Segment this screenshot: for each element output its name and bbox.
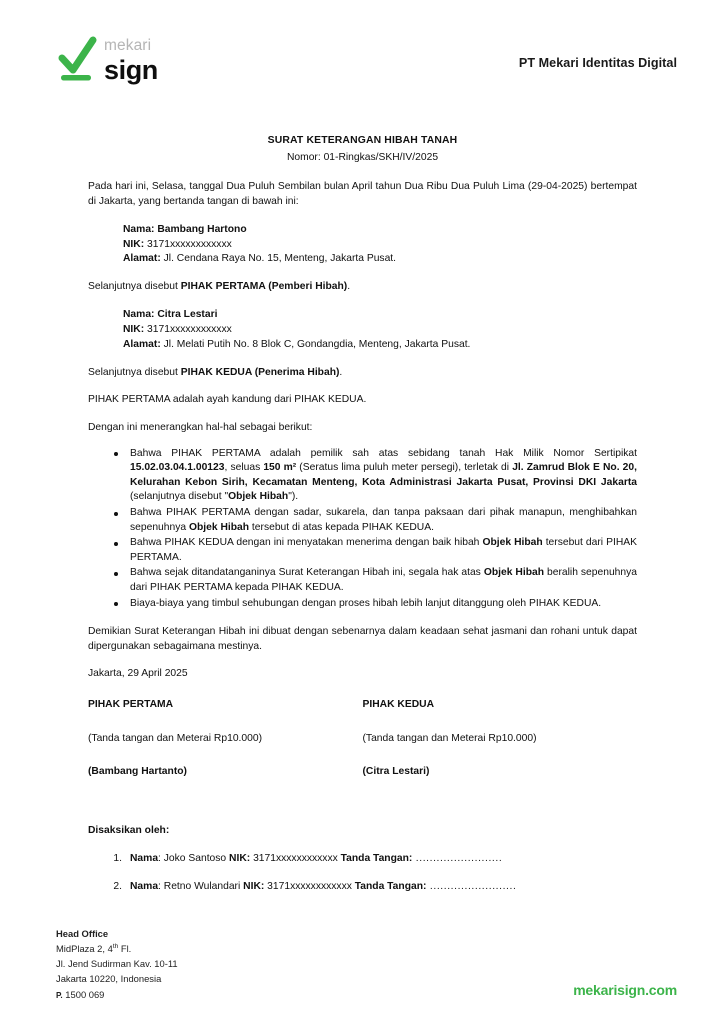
witness-2-nik-value: 3171xxxxxxxxxxxx (264, 881, 355, 893)
footer-phone-value: 1500 069 (65, 988, 105, 1000)
witness-list (88, 852, 637, 895)
party-first-name-row (123, 223, 637, 238)
party-second-nik-value: 3171xxxxxxxxxxxx (147, 323, 232, 335)
term-2-p2: tersebut di atas kepada PIHAK KEDUA. (249, 521, 434, 533)
document-number: Nomor: 01-Ringkas/SKH/IV/2025 (286, 151, 439, 163)
signature-note-first: (Tanda tangan dan Meterai Rp10.000) (88, 732, 263, 744)
closing-paragraph: Demikian Surat Keterangan Hibah ini dibuat dengan sebenarnya dalam keadaan sehat jasmani dan rohani untuk dapat dipergunakan sebagaimana mestinya. (88, 626, 637, 652)
document-title: SURAT KETERANGAN HIBAH TANAH (267, 135, 458, 146)
signature-block-second-party (363, 698, 638, 780)
witness-1-signature-dots: ......................... (412, 852, 503, 864)
term-1-p3: (Seratus lima puluh meter persegi), terletak di (296, 462, 513, 474)
term-2-p1: Bahwa PIHAK PERTAMA dengan sadar, sukarela, dan tanpa paksaan dari pihak manapun, menghibahkan sepenuhnya (130, 507, 637, 533)
party-first-details (88, 223, 637, 268)
term-item (108, 597, 637, 612)
party-second-address-row (123, 338, 637, 353)
term-1-certificate-number: 15.02.03.04.1.00123 (130, 462, 225, 474)
witness-section-title: Disaksikan oleh: (88, 824, 170, 836)
party-first-address-row (123, 252, 637, 267)
signature-name-first: (Bambang Hartanto) (88, 766, 187, 778)
term-2-objek-hibah: Objek Hibah (188, 521, 250, 533)
party-second-address-label: Alamat: (123, 338, 161, 350)
terms-list (88, 447, 637, 612)
witness-1-signature-label: Tanda Tangan: (340, 852, 413, 864)
signature-name-second: (Citra Lestari) (362, 766, 430, 778)
footer-website-link[interactable]: mekarisign.com (573, 982, 677, 998)
witness-1-name-value: : Joko Santoso (158, 852, 230, 864)
party-first-name-label: Nama: (123, 223, 155, 235)
witness-2-signature-label: Tanda Tangan: (354, 881, 427, 893)
witness-1-nik-label: NIK: (229, 852, 251, 864)
mekari-sign-logo (58, 36, 158, 84)
logo-wordmark (104, 36, 158, 84)
logo-text-mekari: mekari (104, 37, 152, 54)
witness-2-name-value: : Retno Wulandari (158, 881, 244, 893)
party-second-nik-row (123, 323, 637, 338)
party-first-address-label: Alamat: (123, 253, 161, 265)
term-1-area: 150 m² (263, 462, 297, 474)
term-4-p2: beralih sepenuhnya dari PIHAK PERTAMA kepada PIHAK KEDUA. (130, 567, 638, 594)
witness-1-name-label: Nama (130, 852, 159, 864)
signature-heading-first: PIHAK PERTAMA (88, 699, 174, 711)
document-body (88, 134, 637, 909)
witness-2-nik-label: NIK: (243, 881, 265, 893)
term-4-objek-hibah: Objek Hibah (483, 567, 545, 579)
designation-suffix-1: . (347, 281, 351, 293)
signature-block-first-party (88, 698, 363, 780)
term-item (108, 447, 637, 505)
party-first-address-value: Jl. Cendana Raya No. 15, Menteng, Jakarta Pusat. (163, 253, 397, 265)
footer-phone-label: P. (56, 990, 63, 1000)
party-first-nik-row (123, 238, 637, 253)
footer-address-line-3: Jakarta 10220, Indonesia (56, 973, 162, 985)
term-1-p2: , seluas (224, 462, 264, 474)
term-1-p4: (selanjutnya disebut " (130, 491, 229, 503)
footer-address-building: MidPlaza 2, 4 (56, 943, 113, 955)
relationship-statement: PIHAK PERTAMA adalah ayah kandung dari PIHAK KEDUA. (88, 394, 367, 406)
signature-heading-second: PIHAK KEDUA (362, 699, 435, 711)
signature-row (88, 698, 637, 780)
witness-2-name-label: Nama (130, 881, 159, 893)
party-second-nik-label: NIK: (123, 323, 145, 335)
footer-head-office-label: Head Office (56, 927, 109, 939)
party-second-address-value: Jl. Melati Putih No. 8 Blok C, Gondangdia, Menteng, Jakarta Pusat. (163, 338, 471, 350)
term-3-p1: Bahwa PIHAK KEDUA dengan ini menyatakan menerima dengan baik hibah (130, 537, 483, 549)
designation-suffix-2: . (339, 366, 343, 378)
terms-lead-in: Dengan ini menerangkan hal-hal sebagai berikut: (88, 421, 313, 433)
party-second-details (88, 308, 637, 353)
term-5-p1: Biaya-biaya yang timbul sehubungan dengan proses hibah lebih lanjut ditanggung oleh PIHAK KEDUA. (130, 597, 602, 609)
designation-bold-2: PIHAK KEDUA (Penerima Hibah) (180, 366, 340, 378)
term-1-location: Jl. Zamrud Blok E No. 20, Kelurahan Kebon Sirih, Kecamatan Menteng, Kota Administrasi Jakarta Pusat, Provinsi DKI Jakarta (130, 462, 637, 488)
witness-1-nik-value: 3171xxxxxxxxxxxx (250, 852, 341, 864)
page-header (58, 36, 677, 98)
header-company-name: PT Mekari Identitas Digital (518, 56, 677, 70)
footer-address-line-1 (56, 941, 178, 956)
witness-list-item (130, 852, 637, 867)
witness-2-signature-dots: ......................... (426, 881, 517, 893)
party-second-name-row (123, 308, 637, 323)
term-item (108, 506, 637, 535)
witness-list-item (130, 880, 637, 895)
term-3-objek-hibah: Objek Hibah (482, 537, 543, 549)
place-and-date: Jakarta, 29 April 2025 (88, 668, 188, 680)
term-3-p2: tersebut dari PIHAK PERTAMA. (130, 537, 637, 563)
designation-prefix-2: Selanjutnya disebut (88, 366, 181, 378)
designation-prefix-1: Selanjutnya disebut (88, 281, 181, 293)
term-item (108, 566, 637, 595)
intro-paragraph: Pada hari ini, Selasa, tanggal Dua Puluh Sembilan bulan April tahun Dua Ribu Dua Puluh Lima (29-04-2025) bertempat di Jakarta, yang bertanda tangan di bawah ini: (88, 181, 637, 207)
party-first-designation (88, 280, 637, 295)
title-block (88, 134, 637, 165)
term-4-p1: Bahwa sejak ditandatanganinya Surat Keterangan Hibah ini, segala hak atas (130, 567, 484, 579)
signature-note-second: (Tanda tangan dan Meterai Rp10.000) (362, 732, 537, 744)
party-second-name-value: Citra Lestari (157, 308, 218, 320)
designation-bold-1: PIHAK PERTAMA (Pemberi Hibah) (180, 281, 348, 293)
green-checkmark-icon (58, 36, 98, 82)
term-1-p5: "). (288, 491, 299, 503)
party-first-nik-label: NIK: (123, 238, 145, 250)
footer-floor-suffix: Fl. (118, 943, 132, 955)
party-second-designation (88, 366, 637, 381)
footer-floor-ordinal: th (112, 942, 119, 950)
page-footer (56, 926, 178, 1002)
party-first-name-value: Bambang Hartono (157, 223, 247, 235)
term-1-objek-hibah: Objek Hibah (228, 491, 289, 503)
party-second-name-label: Nama: (123, 308, 155, 320)
term-1-p1: Bahwa PIHAK PERTAMA adalah pemilik sah atas sebidang tanah Hak Milik Nomor Sertipikat (130, 447, 637, 459)
footer-address-line-2: Jl. Jend Sudirman Kav. 10-11 (56, 958, 178, 970)
term-item (108, 536, 637, 565)
party-first-nik-value: 3171xxxxxxxxxxxx (147, 238, 232, 250)
logo-text-sign: sign (104, 54, 158, 85)
footer-phone-row (56, 987, 178, 1002)
